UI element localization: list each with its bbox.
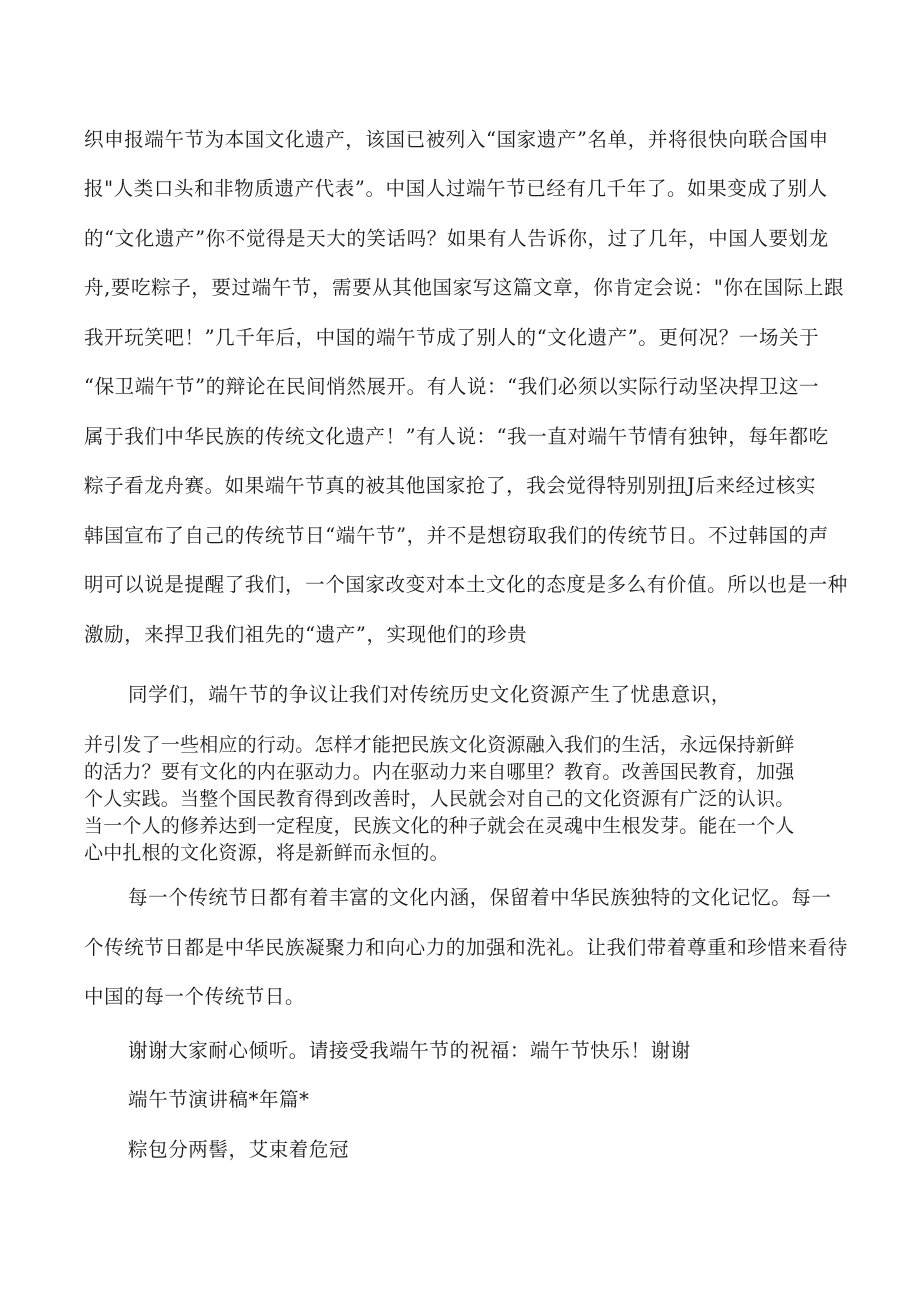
section-heading: 端午节演讲稿*年篇*	[128, 1088, 310, 1111]
paragraph-line: 并引发了一些相应的行动。怎样才能把民族文化资源融入我们的生活，永远保持新鲜	[84, 734, 795, 756]
paragraph-line: 织申报端午节为本国文化遗产，该国已被列入“国家遗产”名单，并将很快向联合国申	[84, 128, 829, 151]
paragraph-line: 当一个人的修养达到一定程度，民族文化的种子就会在灵魂中生根发芽。能在一个人	[84, 815, 795, 837]
paragraph-line: 的活力？要有文化的内在驱动力。内在驱动力来自哪里？教育。改善国民教育，加强	[84, 761, 795, 783]
paragraph-line: “保卫端午节”的辩论在民间悄然展开。有人说：“我们必须以实际行动坚决捍卫这一	[84, 375, 820, 398]
paragraph-line: 舟,要吃粽子，要过端午节，需要从其他国家写这篇文章，你肯定会说："你在国际上跟	[84, 276, 845, 299]
paragraph-line: 同学们，端午节的争议让我们对传统历史文化资源产生了忧患意识，	[128, 683, 732, 706]
paragraph-line: 报"人类口头和非物质遗产代表”。中国人过端午节已经有几千年了。如果变成了别人	[84, 177, 828, 200]
paragraph-line: 粽子看龙舟赛。如果端午节真的被其他国家抢了，我会觉得特别别扭J后来经过核实	[84, 474, 817, 497]
paragraph-line: 明可以说是提醒了我们，一个国家改变对本土文化的态度是多么有价值。所以也是一种	[84, 573, 848, 596]
paragraph-line: 韩国宣布了自己的传统节日“端午节”，并不是想窃取我们的传统节日。不过韩国的声	[84, 524, 829, 547]
paragraph-line: 的“文化遗产”你不觉得是天大的笑话吗？如果有人告诉你，过了几年，中国人要划龙	[84, 227, 829, 250]
paragraph-line: 心中扎根的文化资源，将是新鲜而永恒的。	[84, 842, 449, 864]
paragraph-line: 个人实践。当整个国民教育得到改善时，人民就会对自己的文化资源有广泛的认识。	[84, 788, 795, 810]
paragraph-line: 每一个传统节日都有着丰富的文化内涵，保留着中华民族独特的文化记忆。每一	[128, 886, 832, 909]
poem-line: 粽包分两髻，艾束着危冠	[128, 1138, 350, 1161]
paragraph-line: 属于我们中华民族的传统文化遗产！”有人说：“我一直对端午节情有独钟，每年都吃	[84, 425, 829, 448]
closing-text: 谢谢大家耐心倾听。请接受我端午节的祝福：端午节快乐！谢谢	[128, 1039, 691, 1062]
paragraph-line: 我开玩笑吧！”几千年后，中国的端午节成了别人的“文化遗产”。更何况？一场关于	[84, 326, 820, 349]
paragraph-line: 个传统节日都是中华民族凝聚力和向心力的加强和洗礼。让我们带着尊重和珍惜来看待	[84, 936, 848, 959]
paragraph-line: 中国的每一个传统节日。	[84, 985, 306, 1008]
paragraph-line: 激励，来捍卫我们祖先的“遗产”，实现他们的珍贵	[84, 623, 528, 646]
